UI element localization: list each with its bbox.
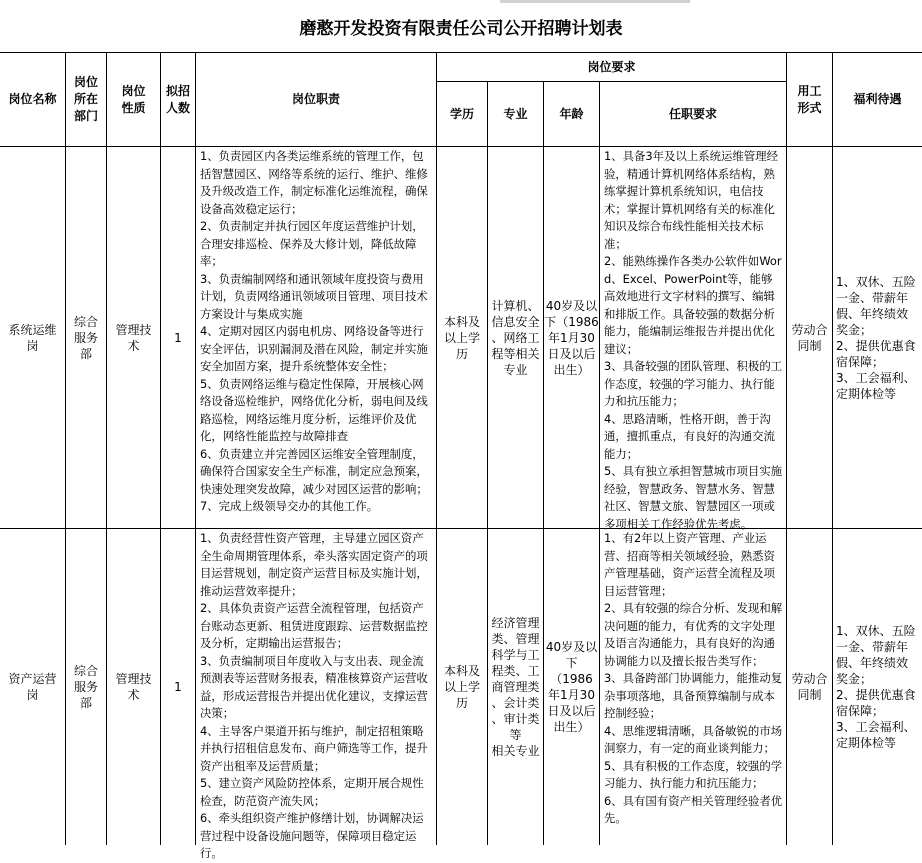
header-duties: 岗位职责 [291,92,340,106]
row2-qualifications: 1、有2年以上资产管理、产业运营、招商等相关领域经验，熟悉资产管理基础，资产运营全流程及项目运营管理； 2、具有较强的综合分析、发现和解决问题的能力，有优秀的文字处理及语言沟通能力，具有良好的沟通协调能力以及擅长报告类写作； 3、具备跨部门协调能力，能推动复杂事项落地，具备预算编制与成本控制经验； 4、思维逻辑清晰，具备敏锐的市场洞察力，有一定的商业谈判能力； 5、具有积极的工作态度，较强的学习能力、执行能力和抗压能力； 6、具有国有资产相关管理经验者优先。 [604,531,783,825]
header-requirements: 岗位要求 [587,59,636,74]
row1-major: 计算机、 信息安全 、网络工 程等相关 专业 [491,298,540,377]
header-position-name: 岗位名称 [8,92,57,106]
row2-count: 1 [174,680,182,694]
row1-benefits: 1、双休、五险一金、带薪年假、年终绩效奖金； 2、提供优惠食宿保障； 3、工会福利、定期体检等 [836,274,916,401]
header-major: 专业 [503,106,528,121]
header-qualifications: 任职要求 [668,106,717,121]
row1-department: 综合 服务 部 [73,314,98,361]
row2-benefits: 1、双休、五险一金、带薪年假、年终绩效奖金； 2、提供优惠食宿保障； 3、工会福利、定期体检等 [836,624,916,750]
row1-age: 40岁及以 下（1986 年1月30 日及以后 出生） [544,298,599,377]
row2-major: 经济管理 类、管理 科学与工 程类、工 商管理类 、会计类 、审计类等 相关专业 [491,616,540,758]
header-benefits: 福利待遇 [853,92,902,106]
row1-nature: 管理技 术 [115,322,152,353]
page-title: 磨憨开发投资有限责任公司公开招聘计划表 [299,19,623,39]
header-age: 年龄 [559,106,584,121]
row1-qualifications: 1、具备3年及以上系统运维管理经验，精通计算机网络体系结构，熟练掌握计算机系统知识，电信技术；掌握计算机网络有关的标准化知识及综合布线性能相关技术标准； 2、能熟练操作各类办公软件如Word、Excel、PowerPoint等，能够高效地进行文字材料的撰写、编辑和排版工作。具备较强的数据分析能力，能编制运维报告并提出优化建议； 3、具备较强的团队管理、积极的工作态度，较强的学习能力、执行能力和抗压能力； 4、思路清晰，性格开朗，善于沟通，擅抓重点，有良好的沟通交流能力； 5、具有独立承担智慧城市项目实施经验，智慧政务、智慧水务、智慧社区、智慧文旅、智慧园区一项或多项相关工作经验优先考虑。 [604,149,783,531]
header-education: 学历 [449,106,474,121]
row2-duties: 1、负责经营性资产管理，主导建立园区资产全生命周期管理体系，牵头落实固定资产的项目运营规划，制定资产运营目标及实施计划，推动运营效率提升； 2、具体负责资产运营全流程管理，包括资产台账动态更新、租赁进度跟踪、运营数据监控及分析，定期输出运营报告； 3、负责编制项目年度收入与支出表、现金流预测表等运营财务报表，精准核算资产运营收益，形成运营报告并提出优化建议，支撑运营决策； 4、主导客户渠道开拓与维护，制定招租策略并执行招租信息发布、商户筛选等工作，提升资产出租率及运营质量； 5、建立资产风险防控体系，定期开展合规性检查，防范资产流失风； 6、牵头组织资产维护修缮计划，协调解决运营过程中设备设施问题等，保障项目稳定运行。 [200,531,428,860]
row1-count: 1 [174,330,182,345]
header-department: 岗位 所在 部门 [73,75,98,123]
row2-employment-form: 劳动合 同制 [791,672,828,702]
row2-age: 40岁及以 下 （1986 年1月30 日及以后 出生） [545,640,598,734]
header-nature: 岗位 性质 [121,83,146,115]
header-employment-form: 用工 形式 [797,83,822,115]
row1-duties: 1、负责园区内各类运维系统的管理工作，包括智慧园区、网络等系统的运行、维护、维修及升级改造工作，制定标准化运维流程，确保设备高效稳定运行； 2、负责制定并执行园区年度运营维护计划，合理安排巡检、保养及大修计划，降低故障率； 3、负责编制网络和通讯领域年度投资与费用计划，负责网络通讯领域项目管理、项目技术方案设计与集成实施 4、定期对园区内弱电机房、网络设备等进行安全评估，识别漏洞及潜在风险，制定并实施安全加固方案，提升系统整体安全性； 5、负责网络运维与稳定性保障，开展核心网络设备巡检维护，网络优化分析，弱电间及线路巡检，网络运维月度分析，运维评价及优化，网络性能监控与故障排查 6、负责建立并完善园区运维安全管理制度，确保符合国家安全生产标准，制定应急预案，快速处理突发故障，减少对园区运营的影响； 7、完成上级领导交办的其他工作。 [200,149,428,513]
row1-education: 本科及 以上学 历 [443,314,480,361]
row2-position-name: 资产运营 岗 [8,672,57,702]
row2-education: 本科及 以上学 历 [443,664,480,710]
row2-nature: 管理技 术 [115,672,152,702]
header-count: 拟招 人数 [165,83,190,115]
row1-employment-form: 劳动合 同制 [791,322,828,353]
row2-department: 综合 服务 部 [73,664,98,710]
row1-position-name: 系统运维 岗 [8,322,57,353]
